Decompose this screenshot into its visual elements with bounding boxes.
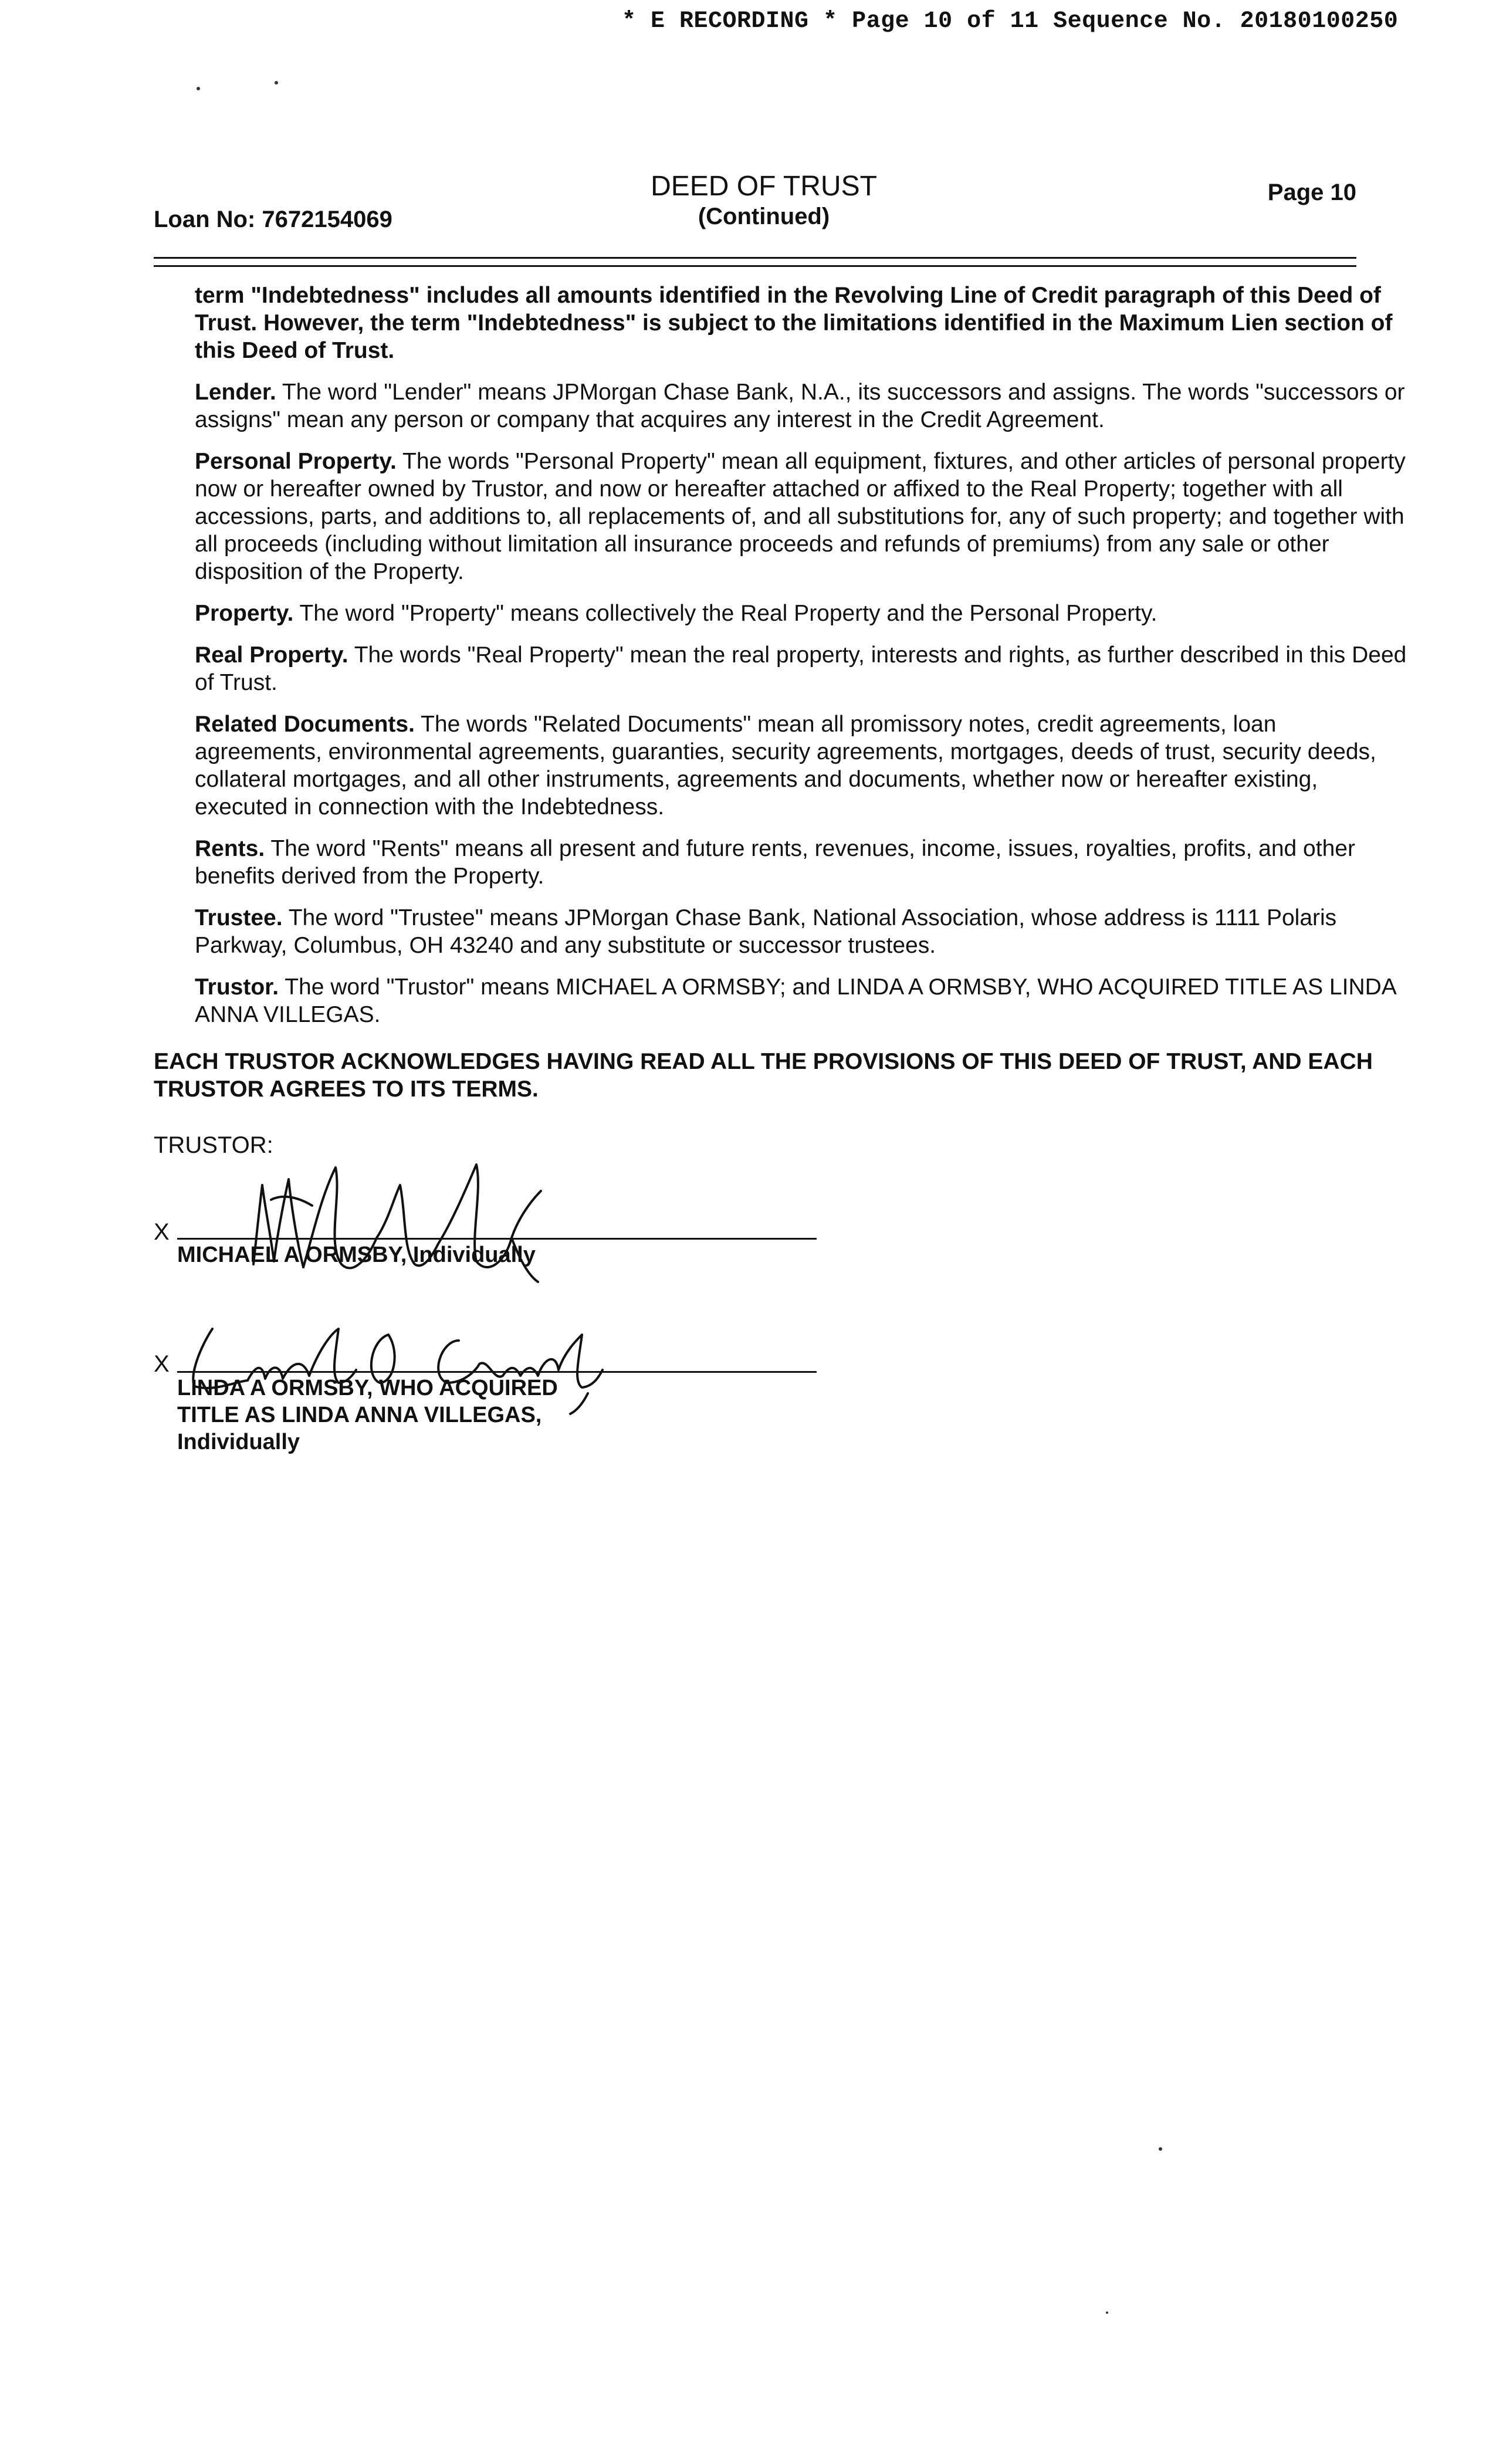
definition-term: Related Documents. [195,712,415,737]
document-subtitle: (Continued) [698,204,830,229]
definition-term: Property. [195,601,294,626]
definition-text: The words "Personal Property" mean all equipment, fixtures, and other articles of personal property now or hereafter owned by Trustor, and now or hereafter attached or affixed to the Real Property; together with all accessions, parts, and additions to, all replacements of, and all substitutions for, any of such property; and together with all proceeds (including without limitation all insurance proceeds and refunds of premiums) from any sale or other disposition of the Property. [195,449,1406,584]
definition-personal-property [195,448,1409,585]
definition-text: The word "Rents" means all present and future rents, revenues, income, issues, royalties, profits, and other benefits derived from the Property. [195,836,1355,889]
document-title-block [611,170,916,230]
definitions-section [195,282,1409,1043]
signature-block-linda [154,1317,670,1493]
definition-trustor [195,973,1409,1028]
definition-text: The word "Trustee" means JPMorgan Chase Bank, National Association, whose address is 1111 Polaris Parkway, Columbus, OH 43240 and any substitute or successor trustees. [195,905,1337,958]
page-number: Page 10 [1267,180,1356,205]
definition-text: The words "Real Property" mean the real property, interests and rights, as further described in this Deed of Trust. [195,642,1407,695]
definition-term: Lender. [195,380,276,405]
recording-banner: * E RECORDING * Page 10 of 11 Sequence No. 20180100250 [622,8,1399,35]
indebtedness-continuation: term "Indebtedness" includes all amounts identified in the Revolving Line of Credit paragraph of this Deed of Trust. However, the term "Indebtedness" is subject to the limitations identified in the Maximum Lien section of this Deed of Trust. [195,283,1393,363]
signer-name-line-3: Individually [177,1430,300,1454]
definition-text: The word "Trustor" means MICHAEL A ORMSBY; and LINDA A ORMSBY, WHO ACQUIRED TITLE AS LINDA ANNA VILLEGAS. [195,974,1396,1027]
signature-line [177,1238,817,1240]
definition-term: Real Property. [195,642,348,668]
definition-rents [195,835,1409,890]
definition-property [195,600,1409,627]
signer-name: MICHAEL A ORMSBY, Individually [177,1243,536,1267]
definition-trustee [195,904,1409,959]
scan-speck [1159,2147,1162,2151]
definition-term: Trustee. [195,905,283,930]
loan-number: Loan No: 7672154069 [154,207,392,232]
header-rule-bottom [154,265,1356,267]
scan-speck [1106,2311,1108,2314]
trustor-label: TRUSTOR: [154,1132,273,1158]
signature-x-mark: X [154,1351,170,1377]
definition-real-property [195,641,1409,696]
definition-text: The word "Property" means collectively the Real Property and the Personal Property. [299,601,1157,626]
definition-related-documents [195,710,1409,821]
definition-text: The words "Related Documents" mean all promissory notes, credit agreements, loan agreements, environmental agreements, guaranties, security agreements, mortgages, deeds of trust, security deeds, collateral mortgages, and all other instruments, agreements and documents, whether now or hereafter existing, executed in connection with the Indebtedness. [195,712,1376,820]
signature-block-michael [154,1150,670,1302]
definition-text: The word "Lender" means JPMorgan Chase Bank, N.A., its successors and assigns. The words "successors or assigns" mean any person or company that acquires any interest in the Credit Agreement. [195,380,1405,432]
scan-speck [197,87,200,90]
definition-lender [195,378,1409,434]
definition-term: Personal Property. [195,449,397,474]
header-rule-top [154,257,1356,259]
document-header [154,170,1356,241]
signature-x-mark: X [154,1219,170,1245]
signer-name-line-1: LINDA A ORMSBY, WHO ACQUIRED [177,1376,558,1400]
definition-term: Trustor. [195,974,279,1000]
signer-name-line-2: TITLE AS LINDA ANNA VILLEGAS, [177,1403,542,1427]
trustor-acknowledgement: EACH TRUSTOR ACKNOWLEDGES HAVING READ ALL THE PROVISIONS OF THIS DEED OF TRUST, AND EACH TRUSTOR AGREES TO ITS TERMS. [154,1049,1373,1102]
scan-speck [275,81,278,84]
document-title: DEED OF TRUST [651,171,877,202]
definition-term: Rents. [195,836,265,861]
signature-line [177,1371,817,1373]
